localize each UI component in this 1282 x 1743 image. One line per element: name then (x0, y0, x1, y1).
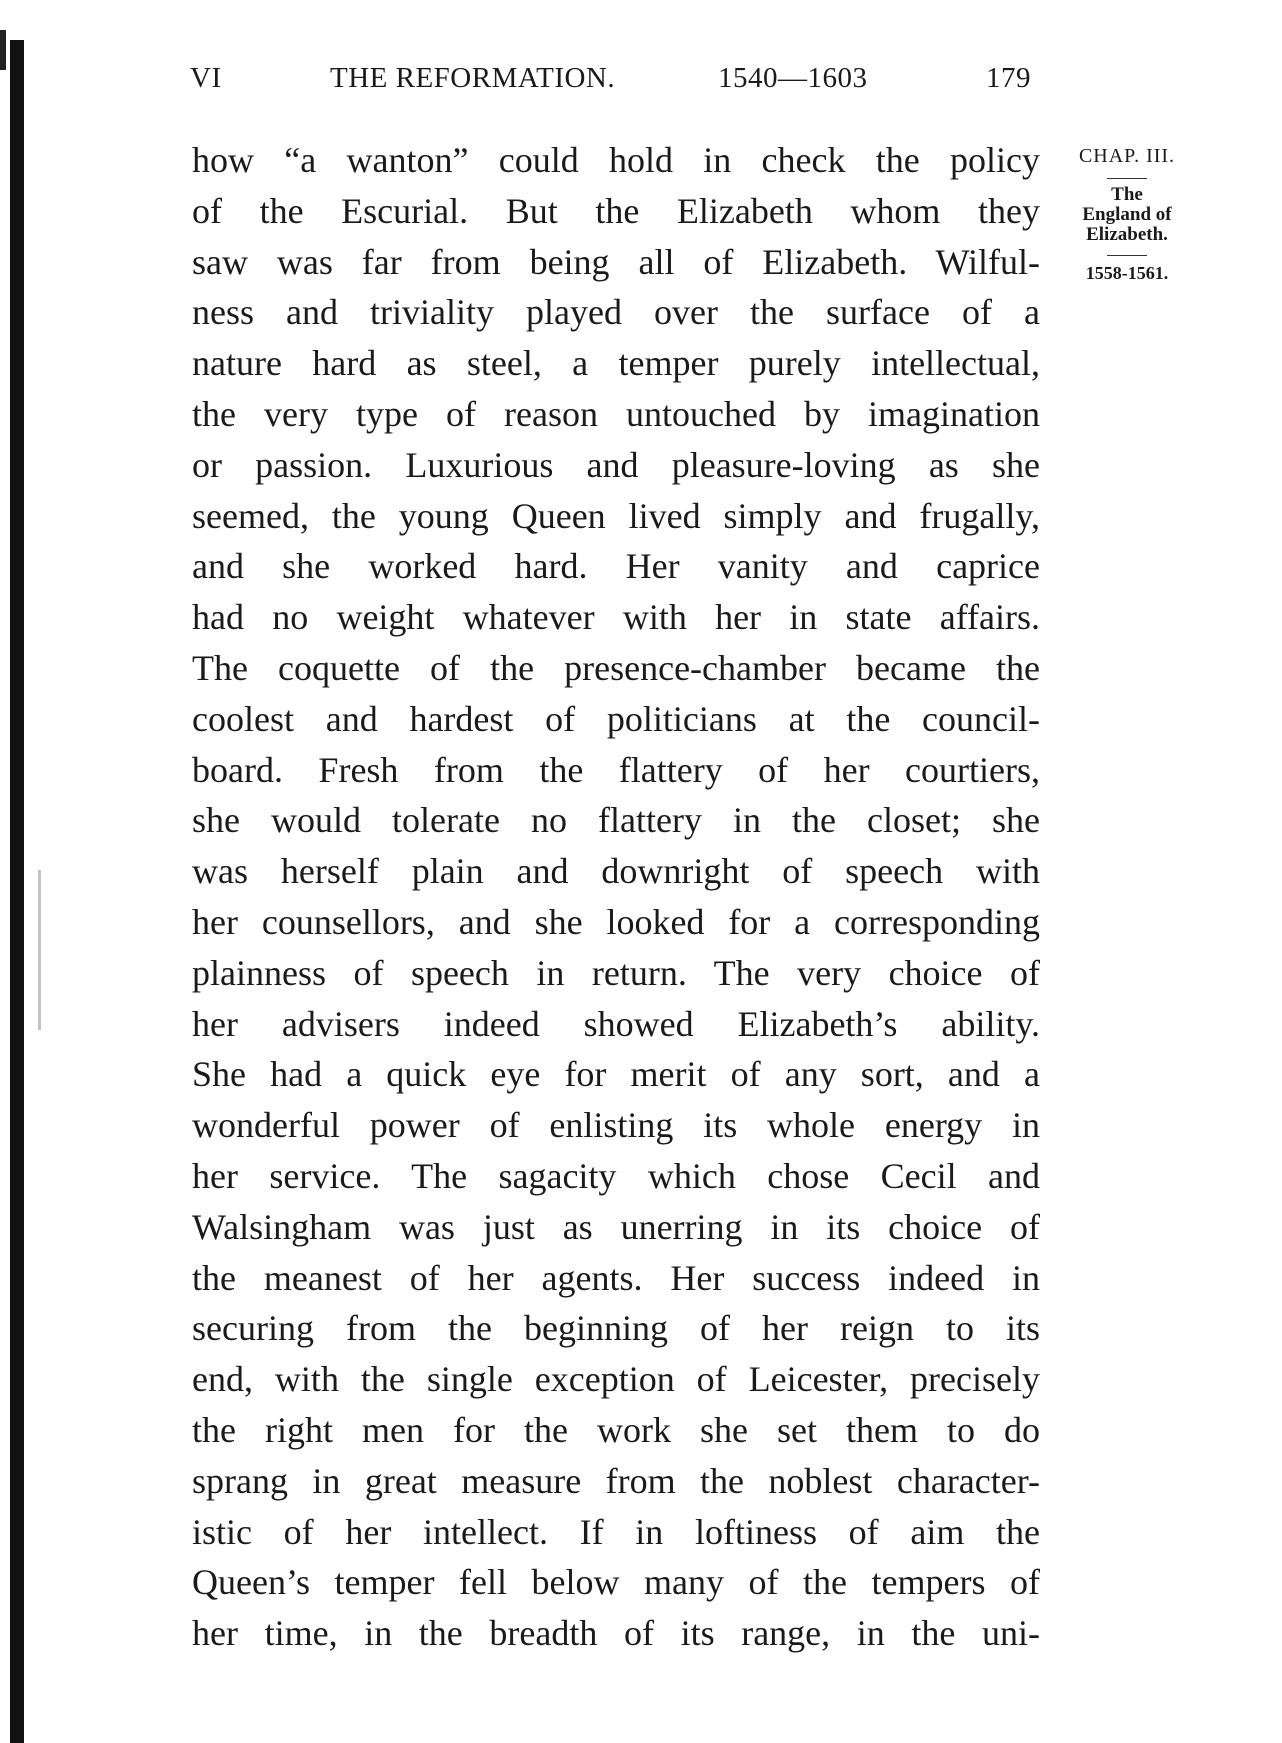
text-line: her time, in the breadth of its range, in the uni- (192, 1613, 1040, 1654)
text-line: board. Fresh from the flattery of her courtiers, (192, 749, 1040, 790)
text-line: or passion. Luxurious and pleasure-loving as she (192, 444, 1040, 485)
margin-note (1052, 144, 1202, 284)
binding-shadow-top (0, 30, 6, 70)
text-line: the very type of reason untouched by imagination (192, 393, 1040, 434)
text-line: end, with the single exception of Leicester, precisely (192, 1359, 1040, 1400)
text-line: plainness of speech in return. The very choice of (192, 952, 1040, 993)
margin-topic-line: The (1111, 184, 1143, 205)
text-line: securing from the beginning of her reign to its (192, 1308, 1040, 1349)
text-line: was herself plain and downright of speech with (192, 851, 1040, 892)
text-line: her counsellors, and she looked for a corresponding (192, 901, 1040, 942)
running-head (190, 62, 1040, 102)
text-line: wonderful power of enlisting its whole energy in (192, 1105, 1040, 1146)
text-line: sprang in great measure from the noblest character- (192, 1460, 1040, 1501)
text-line: had no weight whatever with her in state affairs. (192, 597, 1040, 638)
binding-shadow (10, 40, 24, 1743)
body-text (192, 135, 1040, 1659)
text-line: Walsingham was just as unerring in its choice of (192, 1206, 1040, 1247)
text-line: the right men for the work she set them to do (192, 1409, 1040, 1450)
margin-topic-line: England of (1082, 204, 1172, 225)
margin-rule (1107, 178, 1147, 179)
text-line: saw was far from being all of Elizabeth. Wilful- (192, 241, 1040, 282)
text-line: she would tolerate no flattery in the closet; she (192, 800, 1040, 841)
margin-topic-line: Elizabeth. (1086, 224, 1168, 245)
text-line: istic of her intellect. If in loftiness of aim the (192, 1511, 1040, 1552)
text-line: coolest and hardest of politicians at the council- (192, 698, 1040, 739)
running-dates: 1540—1603 (718, 62, 868, 94)
margin-years: 1558-1561. (1085, 263, 1169, 283)
text-line: how “a wanton” could hold in check the policy (192, 140, 1040, 180)
text-line: her service. The sagacity which chose Cecil and (192, 1155, 1040, 1196)
running-title: THE REFORMATION. (330, 62, 616, 94)
text-line: She had a quick eye for merit of any sort, and a (192, 1054, 1040, 1095)
text-line: nature hard as steel, a temper purely intellectual, (192, 343, 1040, 384)
page-number: 179 (986, 62, 1031, 94)
text-line: her advisers indeed showed Elizabeth’s ability. (192, 1003, 1040, 1044)
scan-artifact (38, 870, 41, 1030)
section-number: VI (190, 62, 222, 94)
text-line: The coquette of the presence-chamber became the (192, 647, 1040, 688)
margin-rule (1107, 255, 1147, 256)
margin-topic (1052, 185, 1202, 245)
text-line: Queen’s temper fell below many of the tempers of (192, 1562, 1040, 1603)
text-line: of the Escurial. But the Elizabeth whom they (192, 190, 1040, 231)
page-binding-edge (0, 0, 62, 1743)
text-line: seemed, the young Queen lived simply and frugally, (192, 495, 1040, 536)
text-line: the meanest of her agents. Her success indeed in (192, 1257, 1040, 1298)
text-line: and she worked hard. Her vanity and caprice (192, 546, 1040, 587)
text-line: ness and triviality played over the surface of a (192, 292, 1040, 333)
margin-chapter: CHAP. III. (1078, 145, 1176, 167)
